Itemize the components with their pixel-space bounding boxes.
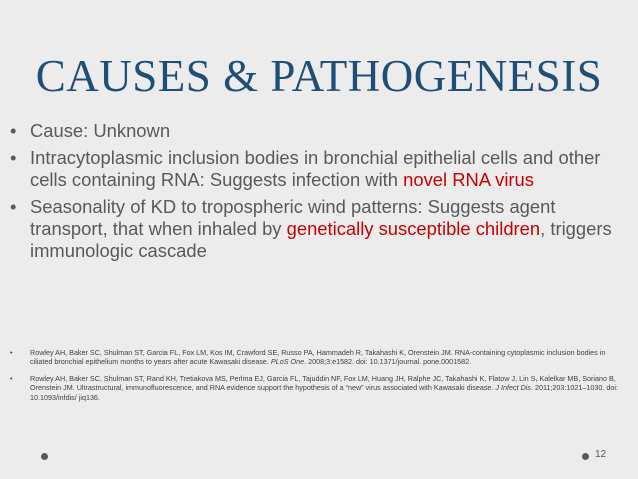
bullet-text: Cause: Unknown (30, 120, 171, 141)
reference-journal: J Infect Dis (495, 383, 531, 393)
reference-marker: • (10, 373, 13, 383)
bullet-item (8, 196, 628, 262)
reference-marker: • (10, 348, 13, 357)
bullet-text: Intracytoplasmic inclusion bodies in bronchial epithelial cells and other cells containing RNA: Suggests infection with (30, 147, 601, 190)
bullet-marker: • (10, 120, 17, 141)
bullet-list (8, 120, 628, 267)
bullet-item (8, 147, 628, 191)
reference-item (8, 374, 626, 402)
footer-dot-right (582, 453, 589, 460)
bullet-item (8, 120, 628, 142)
footer-dot-left (41, 453, 48, 460)
reference-text: Rowley AH, Baker SC, Shulman ST, Garcia FL, Fox LM, Kos IM, Crawford SE, Russo PA, Hammadeh R, Takahashi K, Orenstein JM. RNA-containing cytoplasmic inclusion bodies in ciliated bronchial epithelium months to years after acute Kawasaki disease. (30, 348, 606, 367)
reference-item (8, 348, 626, 367)
bullet-highlight: genetically susceptible children (286, 218, 541, 239)
bullet-highlight: novel RNA virus (403, 169, 534, 190)
reference-text-after: . 2011;203:1021–1030. doi: 10.1093/infdis/ jiq136. (30, 383, 618, 402)
reference-list (8, 348, 626, 409)
bullet-text-after: , triggers immunologic cascade (30, 218, 612, 261)
page-number: 12 (595, 449, 607, 460)
reference-text-after: . 2008;3:e1582. doi: 10.1371/journal. pone.0001582. (304, 357, 472, 367)
bullet-marker: • (10, 196, 17, 217)
reference-text: Rowley AH, Baker SC, Shulman ST, Rand KH, Tretiakova MS, Perlma EJ, Garcia FL, Tajuddin NF, Fox LM, Huang JH, Ralphe JC, Takahashi K, Flatow J, Lin S, Kalelkar MB, Soriano B, Orenstein JM. Ultrastructural, immunofluorescence, and RNA evidence support the hypothesis of a “new” virus associated with Kawasaki disease. (30, 373, 616, 393)
reference-journal: PLoS One (270, 357, 305, 367)
slide-title: CAUSES & PATHOGENESIS (35, 51, 603, 101)
bullet-text: Seasonality of KD to tropospheric wind patterns: Suggests agent transport, that when inhaled by (30, 196, 556, 239)
bullet-marker: • (10, 147, 17, 168)
